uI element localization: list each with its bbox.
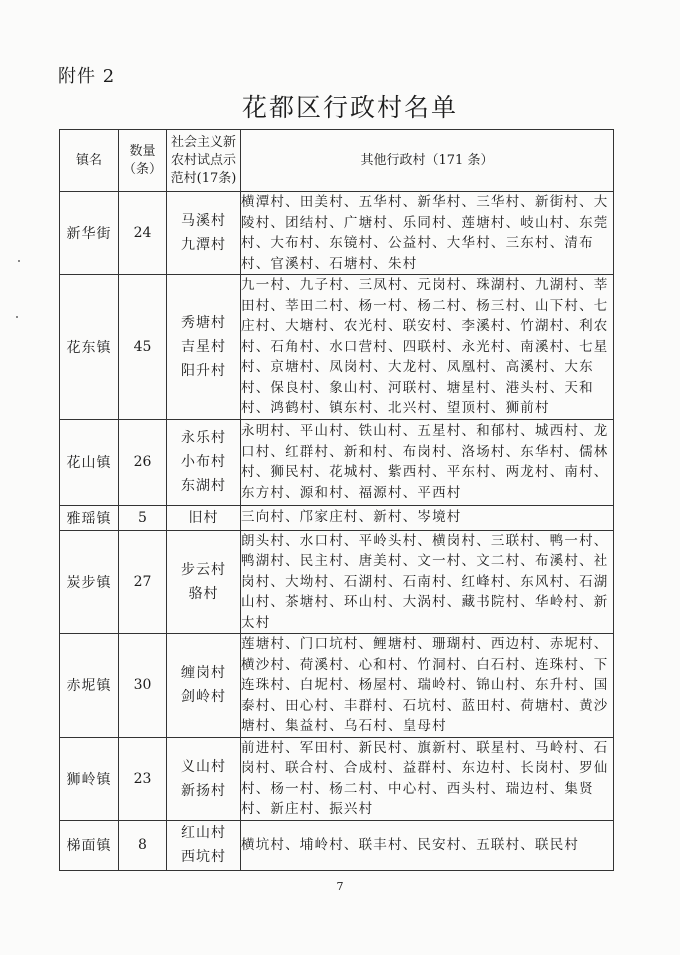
table-row bbox=[60, 634, 614, 738]
page-title: 花都区行政村名单 bbox=[241, 93, 458, 122]
pilot-village: 阳升村 bbox=[181, 362, 226, 379]
village-count-cell: 23 bbox=[119, 737, 167, 820]
pilot-villages-cell bbox=[167, 820, 241, 870]
pilot-village: 义山村 bbox=[181, 758, 226, 775]
pilot-villages-cell bbox=[167, 634, 241, 738]
table-row bbox=[60, 192, 614, 275]
other-villages-cell: 前进村、军田村、新民村、旗新村、联星村、马岭村、石岗村、联合村、合成村、益群村、东边村、长岗村、罗仙村、杨一村、杨二村、中心村、西头村、瑞边村、集贤村、新庄村、振兴村 bbox=[241, 737, 614, 820]
scan-speck bbox=[16, 316, 18, 318]
pilot-village: 吉星村 bbox=[181, 338, 226, 355]
table-row bbox=[60, 505, 614, 530]
page-number: 7 bbox=[336, 880, 344, 893]
pilot-villages-cell bbox=[167, 737, 241, 820]
other-villages-cell: 横坑村、埔岭村、联丰村、民安村、五联村、联民村 bbox=[241, 820, 614, 870]
town-name-cell: 雅瑶镇 bbox=[60, 505, 119, 530]
pilot-villages-cell bbox=[167, 530, 241, 634]
pilot-villages-cell bbox=[167, 419, 241, 505]
village-count-cell: 45 bbox=[119, 275, 167, 420]
town-name-cell: 新华街 bbox=[60, 192, 119, 275]
pilot-village: 新扬村 bbox=[181, 782, 226, 799]
other-villages-cell: 三向村、邝家庄村、新村、岑境村 bbox=[241, 505, 614, 530]
other-villages-cell: 永明村、平山村、铁山村、五星村、和郁村、城西村、龙口村、红群村、新和村、布岗村、洛场村、东华村、儒林村、狮民村、花城村、紫西村、平东村、两龙村、南村、东方村、源和村、福源村、平西村 bbox=[241, 419, 614, 505]
header-count: 数量 （条） bbox=[119, 130, 167, 192]
table-row bbox=[60, 275, 614, 420]
table-row bbox=[60, 737, 614, 820]
pilot-village: 西坑村 bbox=[181, 849, 226, 865]
header-other-villages: 其他行政村（171 条） bbox=[241, 130, 614, 192]
other-villages-cell: 莲塘村、门口坑村、鲤塘村、珊瑚村、西边村、赤坭村、横沙村、荷溪村、心和村、竹洞村、白石村、连珠村、下连珠村、白坭村、杨屋村、瑞岭村、锦山村、东升村、国泰村、田心村、丰群村、石坑村、蓝田村、荷塘村、黄沙塘村、集益村、乌石村、皇母村 bbox=[241, 634, 614, 738]
attachment-label: 附件 2 bbox=[58, 66, 116, 87]
village-count-cell: 5 bbox=[119, 505, 167, 530]
pilot-villages-cell bbox=[167, 192, 241, 275]
other-villages-cell: 横潭村、田美村、五华村、新华村、三华村、新街村、大陵村、团结村、广塘村、乐同村、莲塘村、岐山村、东莞村、大布村、东镜村、公益村、大华村、三东村、清布村、官溪村、石塘村、朱村 bbox=[241, 192, 614, 275]
pilot-village: 东湖村 bbox=[181, 478, 226, 494]
pilot-village: 永乐村 bbox=[181, 430, 226, 446]
village-roster-table bbox=[59, 129, 614, 871]
village-count-cell: 8 bbox=[119, 820, 167, 870]
pilot-villages-cell bbox=[167, 275, 241, 420]
pilot-village: 小布村 bbox=[181, 454, 226, 470]
pilot-village: 骆村 bbox=[188, 585, 219, 602]
pilot-village: 秀塘村 bbox=[181, 314, 226, 331]
table-row bbox=[60, 820, 614, 870]
scan-speck bbox=[18, 260, 20, 262]
pilot-village: 步云村 bbox=[181, 561, 226, 578]
pilot-villages-cell bbox=[167, 505, 241, 530]
header-town: 镇名 bbox=[60, 130, 119, 192]
village-count-cell: 24 bbox=[119, 192, 167, 275]
town-name-cell: 狮岭镇 bbox=[60, 737, 119, 820]
table-body bbox=[60, 192, 614, 871]
town-name-cell: 花东镇 bbox=[60, 275, 119, 420]
table-row bbox=[60, 530, 614, 634]
town-name-cell: 梯面镇 bbox=[60, 820, 119, 870]
pilot-village: 缠岗村 bbox=[181, 665, 226, 682]
town-name-cell: 炭步镇 bbox=[60, 530, 119, 634]
header-pilot-villages: 社会主义新 农村试点示 范村(17条) bbox=[167, 130, 241, 192]
pilot-village: 剑岭村 bbox=[181, 689, 226, 706]
other-villages-cell: 朗头村、水口村、平岭头村、横岗村、三联村、鸭一村、鸭湖村、民主村、唐美村、文一村、文二村、布溪村、社岗村、大坳村、石湖村、石南村、红峰村、东风村、石湖山村、茶塘村、环山村、大涡村、藏书院村、华岭村、新太村 bbox=[241, 530, 614, 634]
other-villages-cell: 九一村、九子村、三凤村、元岗村、珠湖村、九湖村、莘田村、莘田二村、杨一村、杨二村、杨三村、山下村、七庄村、大塘村、农光村、联安村、李溪村、竹湖村、利农村、石角村、水口营村、四联村、永光村、南溪村、七星村、京塘村、凤岗村、大龙村、凤凰村、高溪村、大东村、保良村、象山村、河联村、塘星村、港头村、天和村、鸿鹤村、镇东村、北兴村、望顶村、狮前村 bbox=[241, 275, 614, 420]
pilot-village: 旧村 bbox=[188, 509, 219, 526]
pilot-village: 马溪村 bbox=[181, 213, 226, 229]
village-count-cell: 26 bbox=[119, 419, 167, 505]
pilot-village: 九潭村 bbox=[181, 237, 226, 253]
table-header-row bbox=[60, 130, 614, 192]
town-name-cell: 赤坭镇 bbox=[60, 634, 119, 738]
pilot-village: 红山村 bbox=[181, 825, 226, 841]
village-count-cell: 27 bbox=[119, 530, 167, 634]
town-name-cell: 花山镇 bbox=[60, 419, 119, 505]
village-count-cell: 30 bbox=[119, 634, 167, 738]
table-row bbox=[60, 419, 614, 505]
